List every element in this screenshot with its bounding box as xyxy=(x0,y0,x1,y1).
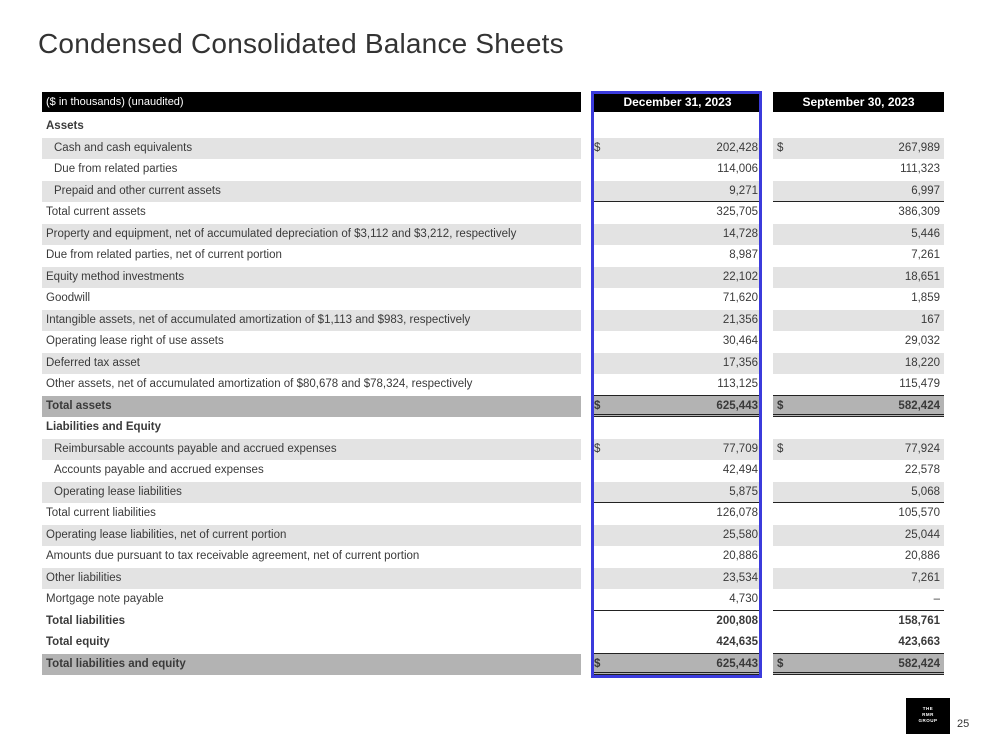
value-dec-2023: 20,886 xyxy=(722,550,758,562)
table-header-sep-2023: September 30, 2023 xyxy=(773,92,944,112)
table-row xyxy=(0,460,999,482)
table-row xyxy=(0,202,999,224)
value-sep-2023: 582,424 xyxy=(789,396,944,418)
value-sep-2023: 267,989 xyxy=(789,138,944,160)
value-sep-2023: 167 xyxy=(789,310,944,332)
value-dec-2023: 71,620 xyxy=(722,292,758,304)
table-header-label: ($ in thousands) (unaudited) xyxy=(42,92,581,112)
value-dec-2023: 625,443 xyxy=(606,396,762,418)
section-heading-assets xyxy=(0,116,999,138)
value-sep-2023: 7,261 xyxy=(911,249,940,261)
table-row xyxy=(0,503,999,525)
dollar-sign: $ xyxy=(594,396,606,418)
value-dec-2023: 114,006 xyxy=(717,163,758,175)
row-label: Total equity xyxy=(46,636,110,648)
total-row xyxy=(0,654,999,676)
row-label: Operating lease liabilities, net of current portion xyxy=(42,525,581,547)
row-label: Deferred tax asset xyxy=(42,353,581,375)
value-sep-2023: 29,032 xyxy=(904,335,940,347)
table-row xyxy=(0,374,999,396)
value-sep-2023: 115,479 xyxy=(789,374,944,396)
row-label: Liabilities and Equity xyxy=(46,421,162,433)
table-row xyxy=(0,482,999,504)
page-title: Condensed Consolidated Balance Sheets xyxy=(38,28,564,59)
row-label: Total liabilities xyxy=(46,614,126,627)
table-row xyxy=(0,546,999,568)
value-dec-2023: 625,443 xyxy=(606,654,762,676)
row-label: Operating lease liabilities xyxy=(42,482,581,504)
table-row xyxy=(0,589,999,611)
row-label: Total current assets xyxy=(46,206,146,218)
logo-text: RMR xyxy=(922,712,934,717)
row-label: Cash and cash equivalents xyxy=(42,138,581,160)
dollar-sign: $ xyxy=(594,439,606,461)
total-row xyxy=(0,396,999,418)
value-sep-2023: – xyxy=(789,589,944,611)
row-label: Due from related parties xyxy=(54,163,178,175)
page-number: 25 xyxy=(957,718,970,730)
logo-text: THE xyxy=(922,706,934,711)
value-dec-2023: 22,102 xyxy=(606,267,762,289)
value-dec-2023: 9,271 xyxy=(606,181,762,203)
row-label: Due from related parties, net of current portion xyxy=(46,249,282,261)
row-label: Prepaid and other current assets xyxy=(42,181,581,203)
value-sep-2023: 5,068 xyxy=(789,482,944,504)
row-label: Total current liabilities xyxy=(46,507,156,519)
logo-text: GROUP xyxy=(918,718,938,723)
balance-sheet-table xyxy=(0,116,999,675)
value-dec-2023: 4,730 xyxy=(606,589,762,611)
value-dec-2023: 200,808 xyxy=(716,614,758,627)
value-sep-2023: 7,261 xyxy=(789,568,944,590)
value-sep-2023: 77,924 xyxy=(789,439,944,461)
value-sep-2023: 6,997 xyxy=(789,181,944,203)
value-sep-2023: 111,323 xyxy=(900,163,940,175)
value-sep-2023: 1,859 xyxy=(911,292,940,304)
dollar-sign: $ xyxy=(773,439,789,461)
value-sep-2023: 582,424 xyxy=(789,654,944,676)
dollar-sign: $ xyxy=(594,138,606,160)
total-liabilities-row xyxy=(0,611,999,633)
section-heading-liabilities xyxy=(0,417,999,439)
value-dec-2023: 325,705 xyxy=(716,206,758,218)
table-row xyxy=(0,181,999,203)
table-row xyxy=(0,331,999,353)
value-sep-2023: 105,570 xyxy=(898,507,940,519)
dollar-sign: $ xyxy=(773,396,789,418)
value-sep-2023: 20,886 xyxy=(904,550,940,562)
table-row xyxy=(0,159,999,181)
table-row xyxy=(0,525,999,547)
row-label: Reimbursable accounts payable and accrued expenses xyxy=(42,439,581,461)
row-label: Total assets xyxy=(42,396,581,418)
value-dec-2023: 23,534 xyxy=(606,568,762,590)
row-label: Property and equipment, net of accumulated depreciation of $3,112 and $3,212, respectively xyxy=(42,224,581,246)
value-sep-2023: 386,309 xyxy=(898,206,940,218)
table-row xyxy=(0,288,999,310)
row-label: Intangible assets, net of accumulated amortization of $1,113 and $983, respectively xyxy=(42,310,581,332)
value-dec-2023: 30,464 xyxy=(722,335,758,347)
value-dec-2023: 14,728 xyxy=(606,224,762,246)
value-dec-2023: 42,494 xyxy=(722,464,758,476)
value-sep-2023: 22,578 xyxy=(904,464,940,476)
value-dec-2023: 424,635 xyxy=(606,632,762,654)
table-row xyxy=(0,267,999,289)
value-dec-2023: 8,987 xyxy=(729,249,758,261)
value-dec-2023: 126,078 xyxy=(716,507,758,519)
row-label: Equity method investments xyxy=(42,267,581,289)
value-sep-2023: 423,663 xyxy=(789,632,944,654)
value-dec-2023: 5,875 xyxy=(606,482,762,504)
table-row xyxy=(0,568,999,590)
row-label: Other liabilities xyxy=(42,568,581,590)
value-sep-2023: 158,761 xyxy=(898,614,940,627)
dollar-sign: $ xyxy=(594,654,606,676)
row-label: Operating lease right of use assets xyxy=(46,335,224,347)
table-row xyxy=(0,353,999,375)
row-label: Total liabilities and equity xyxy=(42,654,581,676)
value-dec-2023: 21,356 xyxy=(606,310,762,332)
value-dec-2023: 25,580 xyxy=(606,525,762,547)
value-dec-2023: 77,709 xyxy=(606,439,762,461)
table-row xyxy=(0,245,999,267)
value-dec-2023: 113,125 xyxy=(606,374,762,396)
table-row xyxy=(0,439,999,461)
total-equity-row xyxy=(0,632,999,654)
value-sep-2023: 18,220 xyxy=(789,353,944,375)
row-label: Accounts payable and accrued expenses xyxy=(54,464,264,476)
row-label: Assets xyxy=(46,120,84,132)
row-label: Other assets, net of accumulated amortization of $80,678 and $78,324, respectively xyxy=(46,378,473,390)
table-header-dec-2023: December 31, 2023 xyxy=(594,92,761,112)
value-dec-2023: 17,356 xyxy=(606,353,762,375)
row-label: Mortgage note payable xyxy=(46,593,164,605)
row-label: Amounts due pursuant to tax receivable agreement, net of current portion xyxy=(46,550,420,562)
value-sep-2023: 5,446 xyxy=(789,224,944,246)
dollar-sign: $ xyxy=(773,654,789,676)
dollar-sign: $ xyxy=(773,138,789,160)
table-row xyxy=(0,138,999,160)
value-sep-2023: 25,044 xyxy=(789,525,944,547)
table-row xyxy=(0,224,999,246)
row-label: Goodwill xyxy=(46,292,91,304)
value-dec-2023: 202,428 xyxy=(606,138,762,160)
rmr-group-logo xyxy=(906,698,950,734)
table-row xyxy=(0,310,999,332)
value-sep-2023: 18,651 xyxy=(789,267,944,289)
